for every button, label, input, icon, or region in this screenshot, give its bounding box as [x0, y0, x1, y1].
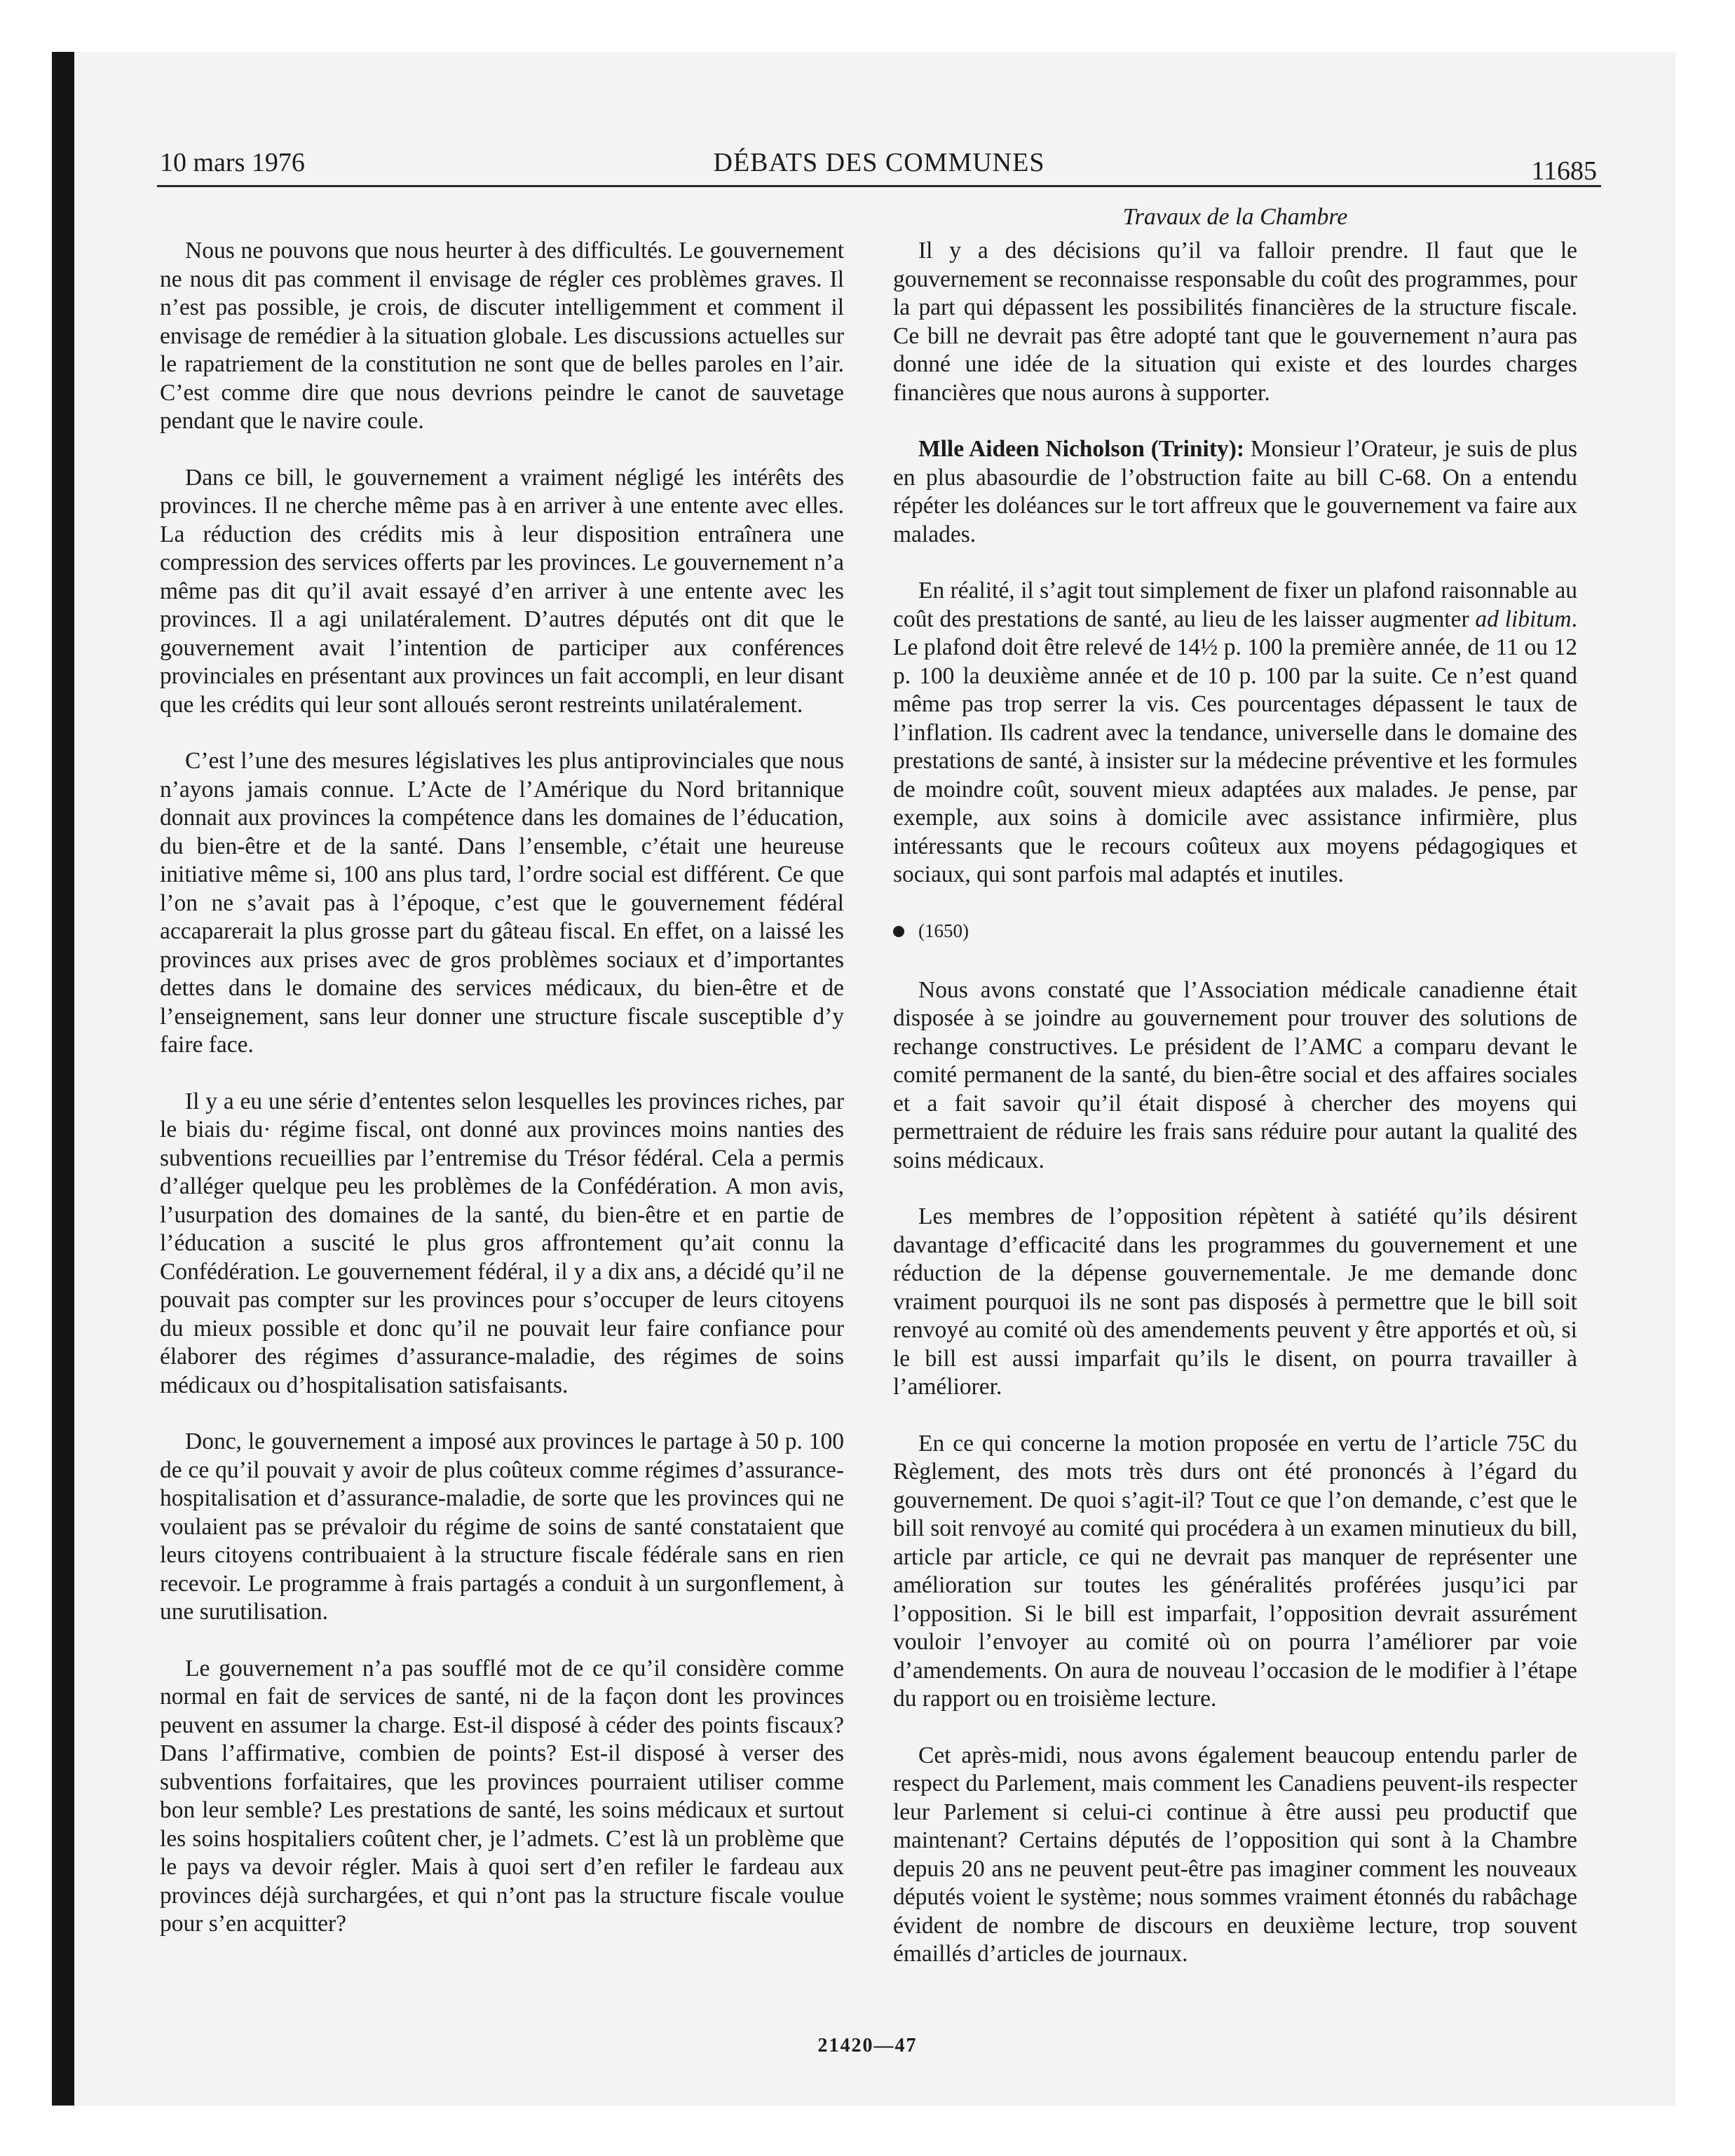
text-run: . Le plafond doit être relevé de 14½ p. 100 la première année, de 11 ou 12 p. 100 la deuxième année et de 10 p. 100 par la suite. Ce n’est quand même pas trop serrer la vis. Ces pourcentages dépassent le taux de l’inflation. Ils cadrent avec la tendance, universelle dans le domaine des prestations de santé, à insister sur la médecine préventive et les formules de moindre coût, souvent mieux adaptées aux malades. Je pense, par exemple, aux soins à domicile avec assistance infirmière, plus intéressants que le recours coûteux aux moyens pédagogiques et sociaux, qui sont parfois mal adaptés et inutiles.: [893, 606, 1577, 887]
header-date: 10 mars 1976: [160, 148, 305, 177]
paragraph: C’est l’une des mesures législatives les plus antiprovinciales que nous n’ayons jamais connue. L’Acte de l’Amérique du Nord britannique donnait aux provinces la compétence dans les domaines de l’éducation, du bien-être et de la santé. Dans l’ensemble, c’était une heureuse initiative même si, 100 ans plus tard, l’ordre social est différent. Ce que l’on ne s’avait pas à l’époque, c’est que le gouvernement fédéral accaparerait la plus grosse part du gâteau fiscal. En effet, on a laissé les provinces aux prises avec de gros problèmes sociaux et d’importantes dettes dans le domaine des services médicaux, du bien-être et de l’enseignement, sans leur donner une structure fiscale susceptible d’y faire face.: [160, 748, 844, 1058]
speaker-speech: Monsieur l’Orateur, je suis de plus en plus abasourdie de l’obstruction faite au bill C-68. On a entendu répéter les doléances sur le tort affreux que le gouvernement va faire aux malades.: [893, 436, 1578, 547]
right-column: [893, 203, 1577, 1997]
paragraph: Il y a des décisions qu’il va falloir prendre. Il faut que le gouvernement se reconnaisse responsable du coût des programmes, pour la part qui dépassent les possibilités financières de la structure fiscale. Ce bill ne devrait pas être adopté tant que le gouvernement n’aura pas donné une idée de la situation qui existe et des lourdes charges financières que nous aurons à supporter.: [893, 238, 1577, 406]
speaker-paragraph: [893, 435, 1577, 549]
header-page-number: 11685: [1531, 156, 1597, 186]
section-title: Travaux de la Chambre: [1122, 204, 1348, 230]
paragraph: Il y a eu une série d’ententes selon lesquelles les provinces riches, par le biais du· régime fiscal, ont donné aux provinces moins nanties des subventions recueillies par l’entremise du Trésor fédéral. Cela a permis d’alléger quelque peu les problèmes de la Confédération. A mon avis, l’usurpation des domaines de la santé, du bien-être et en partie de l’éducation a suscité le plus gros affrontement qu’ait connu la Confédération. Le gouvernement fédéral, il y a dix ans, a décidé qu’il ne pouvait pas compter sur les provinces pour s’occuper de leurs citoyens du mieux possible et donc qu’il ne pouvait leur faire confiance pour élaborer des régimes d’assurance-maladie, des régimes de soins médicaux ou d’hospitalisation satisfaisants.: [160, 1088, 844, 1398]
bullet-icon: [893, 926, 904, 937]
text-run: En réalité, il s’agit tout simplement de fixer un plafond raisonnable au coût des prestations de santé, au lieu de les laisser augmenter: [893, 578, 1577, 632]
left-column: [160, 237, 844, 1967]
paragraph: [893, 577, 1577, 889]
paragraph: Donc, le gouvernement a imposé aux provinces le partage à 50 p. 100 de ce qu’il pouvait y avoir de plus coûteux comme régimes d’assurance-hospitalisation et d’assurance-maladie, de sorte que les provinces qui ne voulaient pas se prévaloir du régime de soins de santé constataient que leurs citoyens contribuaient à la structure fiscale fédérale sans en rien recevoir. Le programme à frais partagés a conduit à un surgonflement, à une surutilisation.: [160, 1428, 844, 1625]
paragraph: Les membres de l’opposition répètent à satiété qu’ils désirent davantage d’efficacité dans les programmes du gouvernement et une réduction de la dépense gouvernementale. Je me demande donc vraiment pourquoi ils ne sont pas disposés à permettre que le bill soit renvoyé au comité où des amendements peuvent y être apportés et où, si le bill est aussi imparfait qu’ils le disent, on pourra travailler à l’améliorer.: [893, 1203, 1577, 1400]
time-marker-label: (1650): [918, 920, 969, 941]
paragraph: Le gouvernement n’a pas soufflé mot de ce qu’il considère comme normal en fait de services de santé, ni de la façon dont les provinces peuvent en assumer la charge. Est-il disposé à céder des points fiscaux? Dans l’affirmative, combien de points? Est-il disposé à verser des subventions forfaitaires, que les provinces pourraient utiliser comme bon leur semble? Les prestations de santé, les soins médicaux et surtout les soins hospitaliers coûtent cher, je l’admets. C’est là un problème que le pays va devoir régler. Mais à quoi sert d’en refiler le fardeau aux provinces déjà surchargées, et qui n’ont pas la structure fiscale voulue pour s’en acquitter?: [160, 1655, 844, 1937]
italic-phrase: ad libitum: [1475, 606, 1572, 632]
paragraph: En ce qui concerne la motion proposée en vertu de l’article 75C du Règlement, des mots très durs ont été prononcés à l’égard du gouvernement. De quoi s’agit-il? Tout ce que l’on demande, c’est que le bill soit renvoyé au comité qui procédera à un examen minutieux du bill, article par article, ce qui ne devrait pas manquer de représenter une amélioration sur toutes les généralités proférées jusqu’ici par l’opposition. Si le bill est imparfait, l’opposition devrait assurément vouloir l’envoyer au comité où on pourra l’améliorer par voie d’amendements. On aura de nouveau l’occasion de le modifier à l’étape du rapport ou en troisième lecture.: [893, 1430, 1577, 1712]
speaker-name: Mlle Aideen Nicholson (Trinity):: [918, 436, 1245, 462]
paragraph: Dans ce bill, le gouvernement a vraiment négligé les intérêts des provinces. Il ne cherche même pas à en arriver à une entente avec elles. La réduction des crédits mis à leur disposition entraînera une compression des services offerts par les provinces. Le gouvernement n’a même pas dit qu’il avait essayé d’en arriver à une entente avec les provinces. Il a agi unilatéralement. D’autres députés ont dit que le gouvernement avait l’intention de participer aux conférences provinciales en présentant aux provinces un fait accompli, en leur disant que les crédits qui leur sont alloués seront restreints unilatéralement.: [160, 464, 844, 718]
paragraph: Nous ne pouvons que nous heurter à des difficultés. Le gouvernement ne nous dit pas comment il envisage de régler ces problèmes graves. Il n’est pas possible, je crois, de discuter intelligemment et comment il envisage de remédier à la situation globale. Les discussions actuelles sur le rapatriement de la constitution ne sont que de belles paroles en l’air. C’est comme dire que nous devrions peindre le canot de sauvetage pendant que le navire coule.: [160, 238, 844, 434]
paragraph: Nous avons constaté que l’Association médicale canadienne était disposée à se joindre au gouvernement pour trouver des solutions de rechange constructives. Le président de l’AMC a comparu devant le comité permanent de la santé, du bien-être social et des affaires sociales et a fait savoir qu’il était disposé à chercher des moyens qui permettraient de réduire les frais sans réduire pour autant la qualité des soins médicaux.: [893, 976, 1577, 1173]
header-title: DÉBATS DES COMMUNES: [713, 148, 1045, 177]
paragraph: Cet après-midi, nous avons également beaucoup entendu parler de respect du Parlement, mais comment les Canadiens peuvent-ils respecter leur Parlement si celui-ci continue à être aussi peu productif que maintenant? Certains députés de l’opposition qui sont à la Chambre depuis 20 ans ne peuvent peut-être pas imaginer comment les nouveaux députés voient le système; nous sommes vraiment étonnés du rabâchage évident de nombre de discours en deuxième lecture, trop souvent émaillés d’articles de journaux.: [893, 1742, 1577, 1967]
footer-code: 21420—47: [817, 2035, 918, 2056]
binding-edge: [52, 52, 74, 2106]
time-marker: [893, 917, 1577, 946]
page-header: [157, 143, 1601, 187]
